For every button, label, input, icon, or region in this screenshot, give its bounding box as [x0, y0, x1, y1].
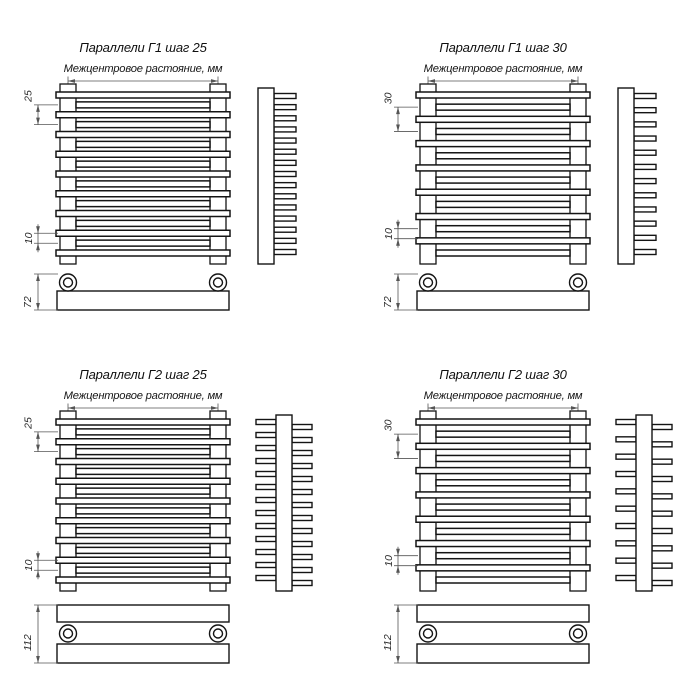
side-view	[616, 415, 672, 591]
width-dimension	[428, 404, 578, 415]
width-dimension	[68, 404, 218, 415]
front-view	[416, 411, 590, 591]
depth-dimension-label: 112	[22, 634, 34, 651]
tube-gap-dimension-label: 10	[383, 555, 395, 567]
step-dimension-label: 30	[382, 92, 395, 105]
front-view	[56, 84, 230, 264]
side-view	[618, 88, 656, 264]
side-view	[256, 415, 312, 591]
panel-title: Параллели Г1 шаг 25	[79, 40, 207, 55]
step-dimension-label: 25	[22, 90, 35, 102]
bottom-view	[417, 274, 589, 310]
panel-parallels-g1-step25	[0, 0, 350, 345]
step-dimension-label: 30	[382, 419, 395, 432]
bottom-view	[57, 274, 229, 310]
center-distance-label: Межцентровое растояние, мм	[63, 390, 223, 402]
panel-parallels-g2-step30	[360, 327, 700, 672]
panel-title: Параллели Г1 шаг 30	[439, 40, 567, 55]
dimensions	[394, 107, 418, 310]
bottom-view	[417, 605, 589, 663]
depth-dimension-label: 72	[22, 296, 34, 308]
panel-title: Параллели Г2 шаг 25	[79, 367, 207, 382]
technical-drawing-g2-step25	[0, 327, 350, 672]
panel-parallels-g2-step25	[0, 327, 350, 672]
panel-title: Параллели Г2 шаг 30	[439, 367, 567, 382]
technical-drawing-g2-step30	[360, 327, 700, 672]
dimensions	[34, 105, 58, 310]
bottom-view	[57, 605, 229, 663]
panel-parallels-g1-step30	[360, 0, 700, 345]
tube-gap-dimension-label: 10	[383, 228, 395, 240]
tube-gap-dimension-label: 10	[23, 559, 35, 572]
step-dimension-label: 25	[22, 417, 35, 429]
width-dimension	[68, 77, 218, 88]
center-distance-label: Межцентровое растояние, мм	[63, 63, 223, 75]
center-distance-label: Межцентровое растояние, мм	[423, 63, 583, 75]
front-view	[416, 84, 590, 264]
side-view	[258, 88, 296, 264]
depth-dimension-label: 112	[382, 634, 394, 651]
dimensions	[34, 432, 58, 663]
technical-drawing-g1-step25	[0, 0, 350, 345]
technical-drawing-g1-step30	[360, 0, 700, 345]
width-dimension	[428, 77, 578, 88]
dimensions	[394, 434, 418, 663]
center-distance-label: Межцентровое растояние, мм	[423, 390, 583, 402]
depth-dimension-label: 72	[382, 296, 394, 308]
front-view	[56, 411, 230, 591]
tube-gap-dimension-label: 10	[23, 232, 35, 245]
